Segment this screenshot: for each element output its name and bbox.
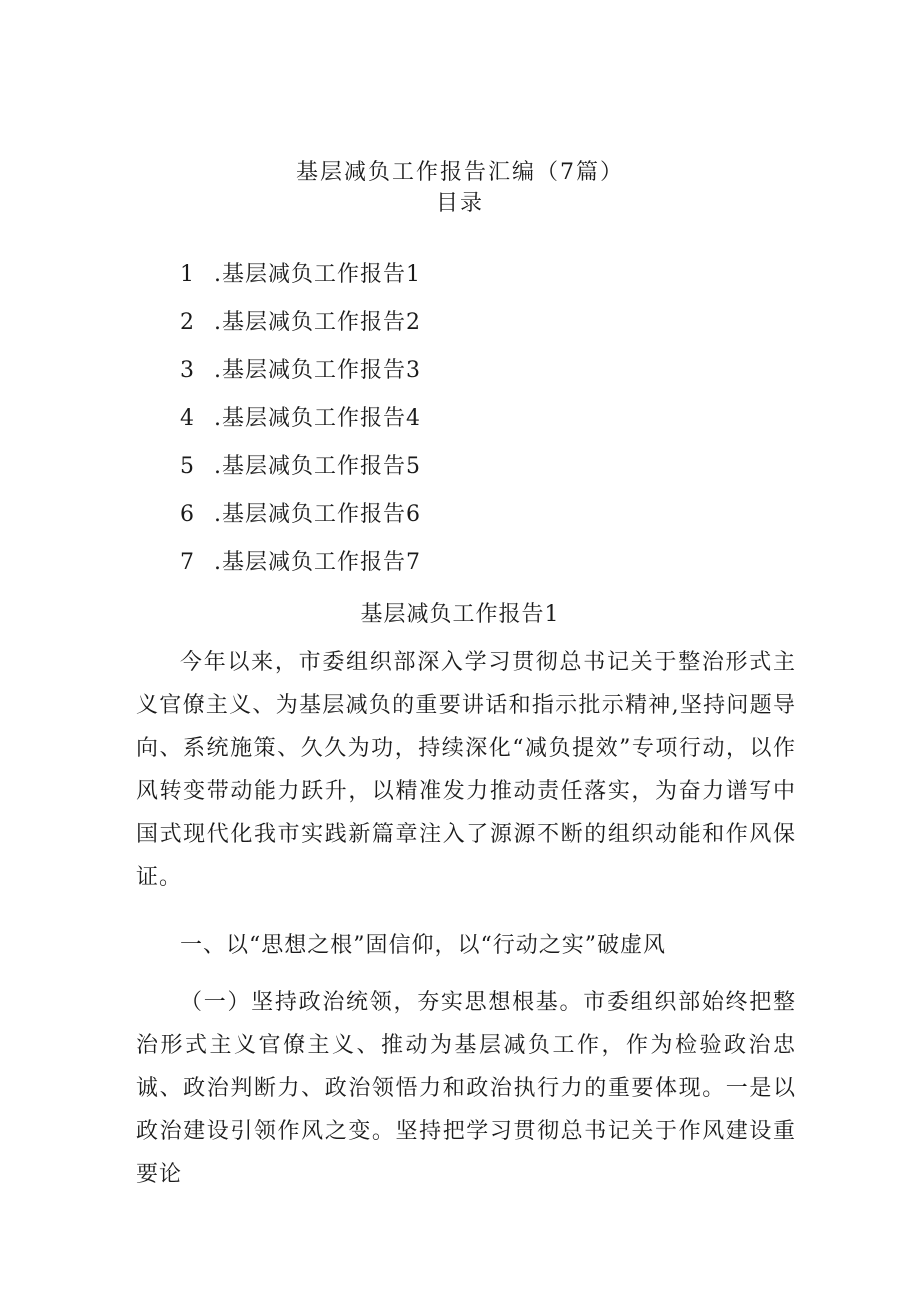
toc-item-label: .基层减负工作报告1 [214,262,421,287]
section-heading: 一、以“思想之根”固信仰，以“行动之实”破虚风 [180,933,666,958]
toc-heading: 目录 [435,191,484,216]
table-of-contents [180,262,421,598]
toc-item-label: .基层减负工作报告2 [214,310,421,335]
body-paragraph: 今年以来，市委组织部深入学习贯彻总书记关于整治形式主义官僚主义、为基层减负的重要讲话和指示批示精神,坚持问题导向、系统施策、久久为功，持续深化“减负提效”专项行动，以作风转变带动能力跃升，以精准发力推动责任落实，为奋力谱写中国式现代化我市实践新篇章注入了源源不断的组织动能和作风保证。 [136,650,796,890]
toc-item[interactable] [180,502,421,550]
toc-item-number: 1 [180,262,195,287]
toc-item[interactable] [180,310,421,358]
toc-item-label: .基层减负工作报告4 [214,406,421,431]
body-paragraph: （一）坚持政治统领，夯实思想根基。市委组织部始终把整治形式主义官僚主义、推动为基层减负工作，作为检验政治忠诚、政治判断力、政治领悟力和政治执行力的重要体现。一是以政治建设引领作风之变。坚持把学习贯彻总书记关于作风建设重要论 [136,990,796,1187]
document-title: 基层减负工作报告汇编（7篇） [296,160,624,185]
toc-item-number: 2 [180,310,195,335]
toc-item-number: 6 [180,502,195,527]
toc-item[interactable] [180,454,421,502]
toc-item-label: .基层减负工作报告7 [214,550,421,575]
toc-item[interactable] [180,358,421,406]
toc-item-label: .基层减负工作报告3 [214,358,421,383]
toc-item-number: 7 [180,550,195,575]
toc-item-label: .基层减负工作报告6 [214,502,421,527]
toc-item-number: 5 [180,454,195,479]
toc-item[interactable] [180,262,421,310]
toc-item-number: 3 [180,358,195,383]
toc-item[interactable] [180,406,421,454]
toc-item[interactable] [180,550,421,598]
section-title: 基层减负工作报告1 [360,602,560,627]
toc-item-number: 4 [180,406,195,431]
toc-item-label: .基层减负工作报告5 [214,454,421,479]
